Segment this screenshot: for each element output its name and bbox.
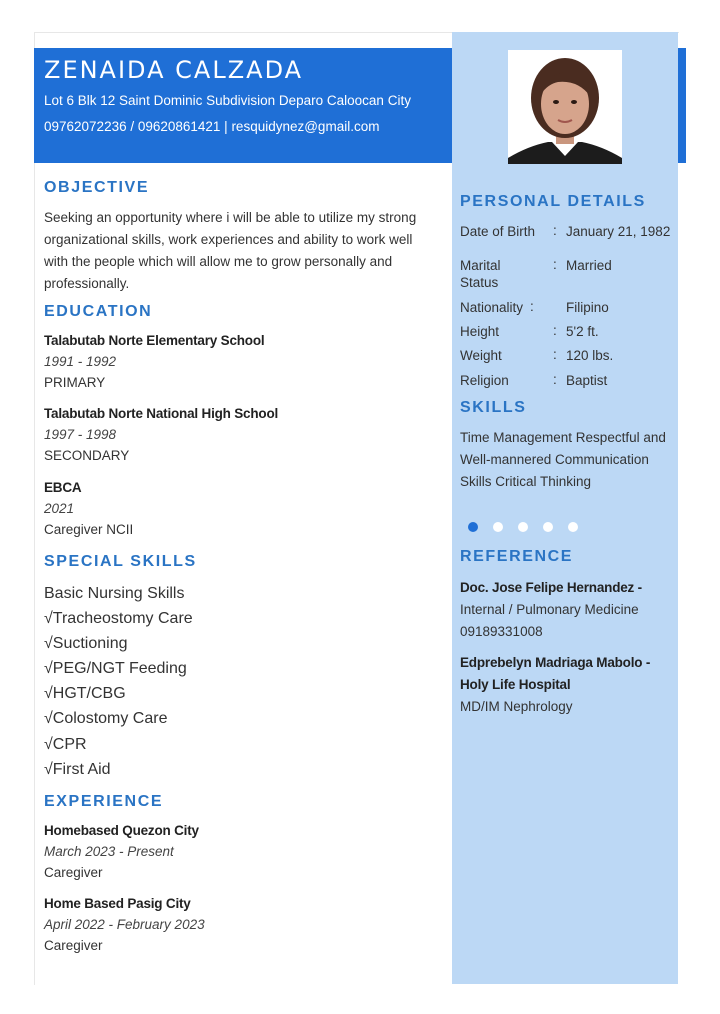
school-name: Talabutab Norte National High School <box>44 406 279 421</box>
reference-name: Doc. Jose Felipe Hernandez - <box>460 580 642 595</box>
portrait-image <box>508 50 622 164</box>
employer-name: Home Based Pasig City <box>44 896 191 911</box>
school-years: 1991 - 1992 <box>44 354 117 369</box>
carousel-dot-active[interactable] <box>468 522 478 532</box>
objective-text: Seeking an opportunity where i will be able to utilize my strong organizational skills, work experiences and ability to work well with the people which will allow me to grow personally and professionally. <box>44 210 417 291</box>
employment-dates: March 2023 - Present <box>44 844 174 859</box>
detail-colon: : <box>553 372 557 387</box>
address: Lot 6 Blk 12 Saint Dominic Subdivision Deparo Caloocan City <box>44 93 411 108</box>
profile-photo <box>508 50 622 164</box>
school-level: SECONDARY <box>44 448 130 463</box>
special-skills-heading: SPECIAL SKILLS <box>44 553 197 570</box>
sidebar <box>452 32 678 984</box>
reference-detail: Internal / Pulmonary Medicine <box>460 602 639 617</box>
list-item: √Colostomy Care <box>44 710 168 728</box>
experience-heading: EXPERIENCE <box>44 793 164 810</box>
detail-colon: : <box>530 299 534 314</box>
list-item: √PEG/NGT Feeding <box>44 660 187 678</box>
reference-detail: 09189331008 <box>460 624 543 639</box>
objective-heading: OBJECTIVE <box>44 179 150 196</box>
detail-label: Religion <box>460 373 509 388</box>
reference-entry <box>460 577 672 643</box>
school-name: EBCA <box>44 480 82 495</box>
employer-name: Homebased Quezon City <box>44 823 199 838</box>
experience-entry <box>44 823 199 880</box>
detail-value: January 21, 1982 <box>566 224 671 239</box>
reference-entry <box>460 652 672 718</box>
applicant-name: ZENAIDA CALZADA <box>44 56 304 84</box>
personal-details-heading: PERSONAL DETAILS <box>460 193 646 210</box>
education-heading: EDUCATION <box>44 303 153 320</box>
detail-label: Marital Status <box>460 258 501 290</box>
reference-name: Edprebelyn Madriaga Mabolo - Holy Life Hospital <box>460 655 651 692</box>
school-level: PRIMARY <box>44 375 106 390</box>
school-name: Talabutab Norte Elementary School <box>44 333 265 348</box>
list-item: √Suctioning <box>44 635 128 653</box>
school-years: 2021 <box>44 501 75 516</box>
detail-colon: : <box>553 323 557 338</box>
detail-label: Height <box>460 324 500 339</box>
carousel-dot[interactable] <box>543 522 553 532</box>
employment-dates: April 2022 - February 2023 <box>44 917 205 932</box>
education-entry <box>44 406 278 463</box>
detail-value: Married <box>566 258 612 273</box>
education-entry <box>44 480 133 537</box>
experience-entry <box>44 896 205 953</box>
detail-colon: : <box>553 257 557 272</box>
detail-colon: : <box>553 347 557 362</box>
skills-heading: SKILLS <box>460 399 527 416</box>
school-years: 1997 - 1998 <box>44 427 117 442</box>
special-skills-list <box>44 583 193 784</box>
carousel-dot[interactable] <box>518 522 528 532</box>
list-item: √HGT/CBG <box>44 685 126 703</box>
detail-label: Nationality <box>460 300 524 315</box>
detail-value: Baptist <box>566 373 608 388</box>
school-level: Caregiver NCII <box>44 522 134 537</box>
job-role: Caregiver <box>44 865 103 880</box>
reference-detail: MD/IM Nephrology <box>460 699 573 714</box>
skills-text: Time Management Respectful and Well-mannered Communication Skills Critical Thinking <box>460 430 666 489</box>
job-role: Caregiver <box>44 938 103 953</box>
detail-value: Filipino <box>566 300 609 315</box>
detail-colon: : <box>553 223 557 238</box>
detail-label: Weight <box>460 348 502 363</box>
carousel-dot[interactable] <box>493 522 503 532</box>
list-item: √First Aid <box>44 760 111 778</box>
carousel-dots <box>468 522 578 532</box>
detail-value: 120 lbs. <box>566 348 614 363</box>
contact-info: 09762072236 / 09620861421 | resquidynez@gmail.com <box>44 119 380 134</box>
detail-value: 5'2 ft. <box>566 324 599 339</box>
list-item: √Tracheostomy Care <box>44 610 193 628</box>
carousel-dot[interactable] <box>568 522 578 532</box>
detail-label: Date of Birth <box>460 224 536 239</box>
list-item: Basic Nursing Skills <box>44 585 185 602</box>
reference-heading: REFERENCE <box>460 548 574 565</box>
education-entry <box>44 333 264 390</box>
list-item: √CPR <box>44 735 87 753</box>
